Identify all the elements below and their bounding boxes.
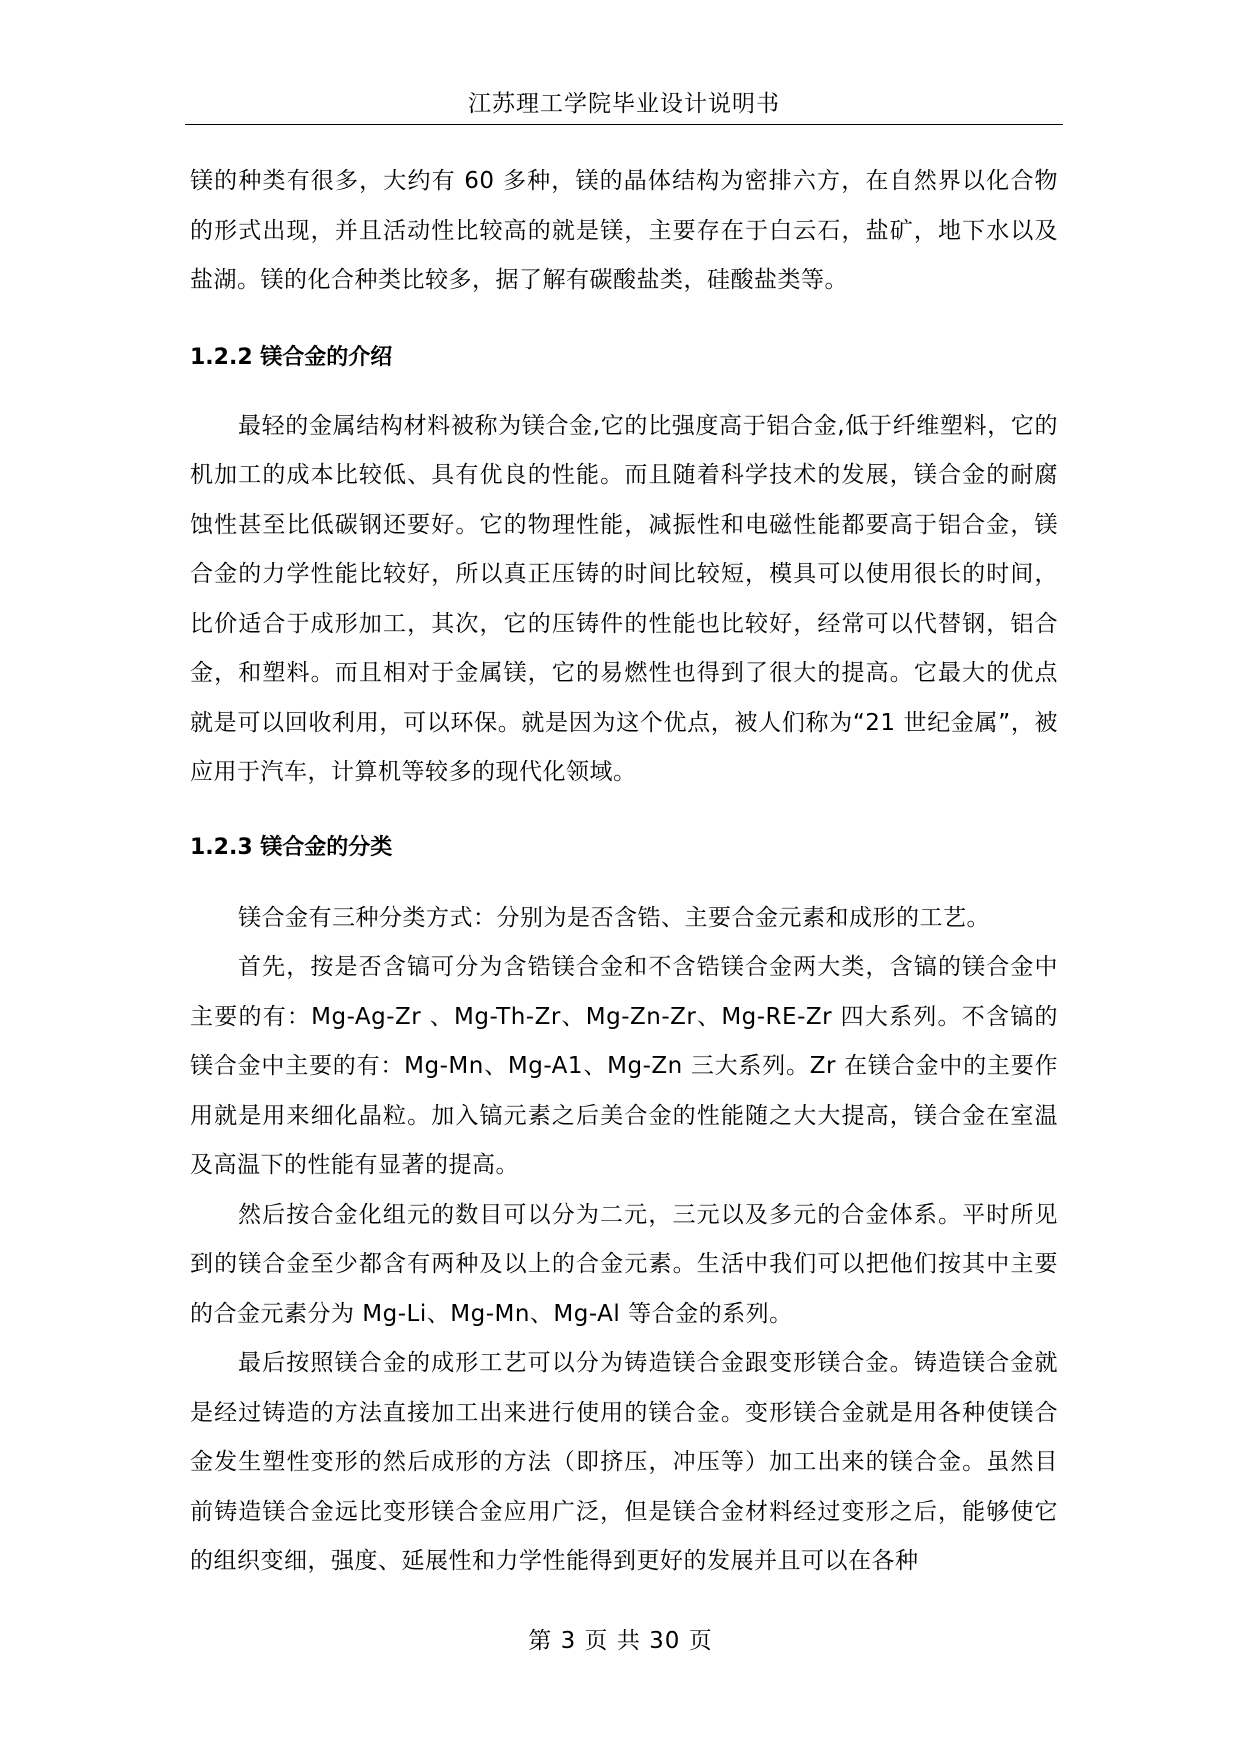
section-1-2-2-paragraph: 最轻的金属结构材料被称为镁合金,它的比强度高于铝合金,低于纤维塑料，它的机加工的成本比较低、具有优良的性能。而且随着科学技术的发展，镁合金的耐腐蚀性甚至比低碳钢还要好。它的物理性能，减振性和电磁性能都要高于铝合金，镁合金的力学性能比较好，所以真正压铸的时间比较短，模具可以使用很长的时间，比价适合于成形加工，其次，它的压铸件的性能也比较好，经常可以代替钢，铝合金，和塑料。而且相对于金属镁，它的易燃性也得到了很大的提高。它最大的优点就是可以回收利用，可以环保。就是因为这个优点，被人们称为“21 世纪金属”，被应用于汽车，计算机等较多的现代化领域。	[190, 412, 1058, 785]
page-body	[190, 157, 1058, 1587]
section-heading-1-2-3: 1.2.3 镁合金的分类	[190, 834, 393, 860]
page-footer	[0, 1624, 1241, 1658]
section-1-2-3-paragraph-2: 首先，按是否含镐可分为含锆镁合金和不含锆镁合金两大类，含镐的镁合金中主要的有：Mg-Ag-Zr 、Mg-Th-Zr、Mg-Zn-Zr、Mg-RE-Zr 四大系列。不含镐的镁合金中主要的有：Mg-Mn、Mg-A1、Mg-Zn 三大系列。Zr 在镁合金中的主要作用就是用来细化晶粒。加入镐元素之后美合金的性能随之大大提高，镁合金在室温及高温下的性能有显著的提高。	[190, 954, 1058, 1178]
section-1-2-3-paragraph-1: 镁合金有三种分类方式：分别为是否含锆、主要合金元素和成形的工艺。	[238, 904, 990, 931]
page-number-label: 第 3 页 共 30 页	[528, 1628, 713, 1654]
section-1-2-3-paragraph-4: 最后按照镁合金的成形工艺可以分为铸造镁合金跟变形镁合金。铸造镁合金就是经过铸造的方法直接加工出来进行使用的镁合金。变形镁合金就是用各种使镁合金发生塑性变形的然后成形的方法（即挤压，冲压等）加工出来的镁合金。虽然目前铸造镁合金远比变形镁合金应用广泛，但是镁合金材料经过变形之后，能够使它的组织变细，强度、延展性和力学性能得到更好的发展并且可以在各种	[190, 1350, 1058, 1574]
header-divider	[185, 124, 1063, 125]
page-header-title: 江苏理工学院毕业设计说明书	[468, 91, 780, 117]
section-heading-1-2-2: 1.2.2 镁合金的介绍	[190, 344, 393, 370]
intro-paragraph: 镁的种类有很多，大约有 60 多种，镁的晶体结构为密排六方，在自然界以化合物的形式出现，并且活动性比较高的就是镁，主要存在于白云石，盐矿，地下水以及盐湖。镁的化合种类比较多，据了解有碳酸盐类，硅酸盐类等。	[190, 168, 1058, 293]
section-1-2-3-paragraph-3: 然后按合金化组元的数目可以分为二元，三元以及多元的合金体系。平时所见到的镁合金至少都含有两种及以上的合金元素。生活中我们可以把他们按其中主要的合金元素分为 Mg-Li、Mg-Mn、Mg-Al 等合金的系列。	[190, 1201, 1058, 1327]
